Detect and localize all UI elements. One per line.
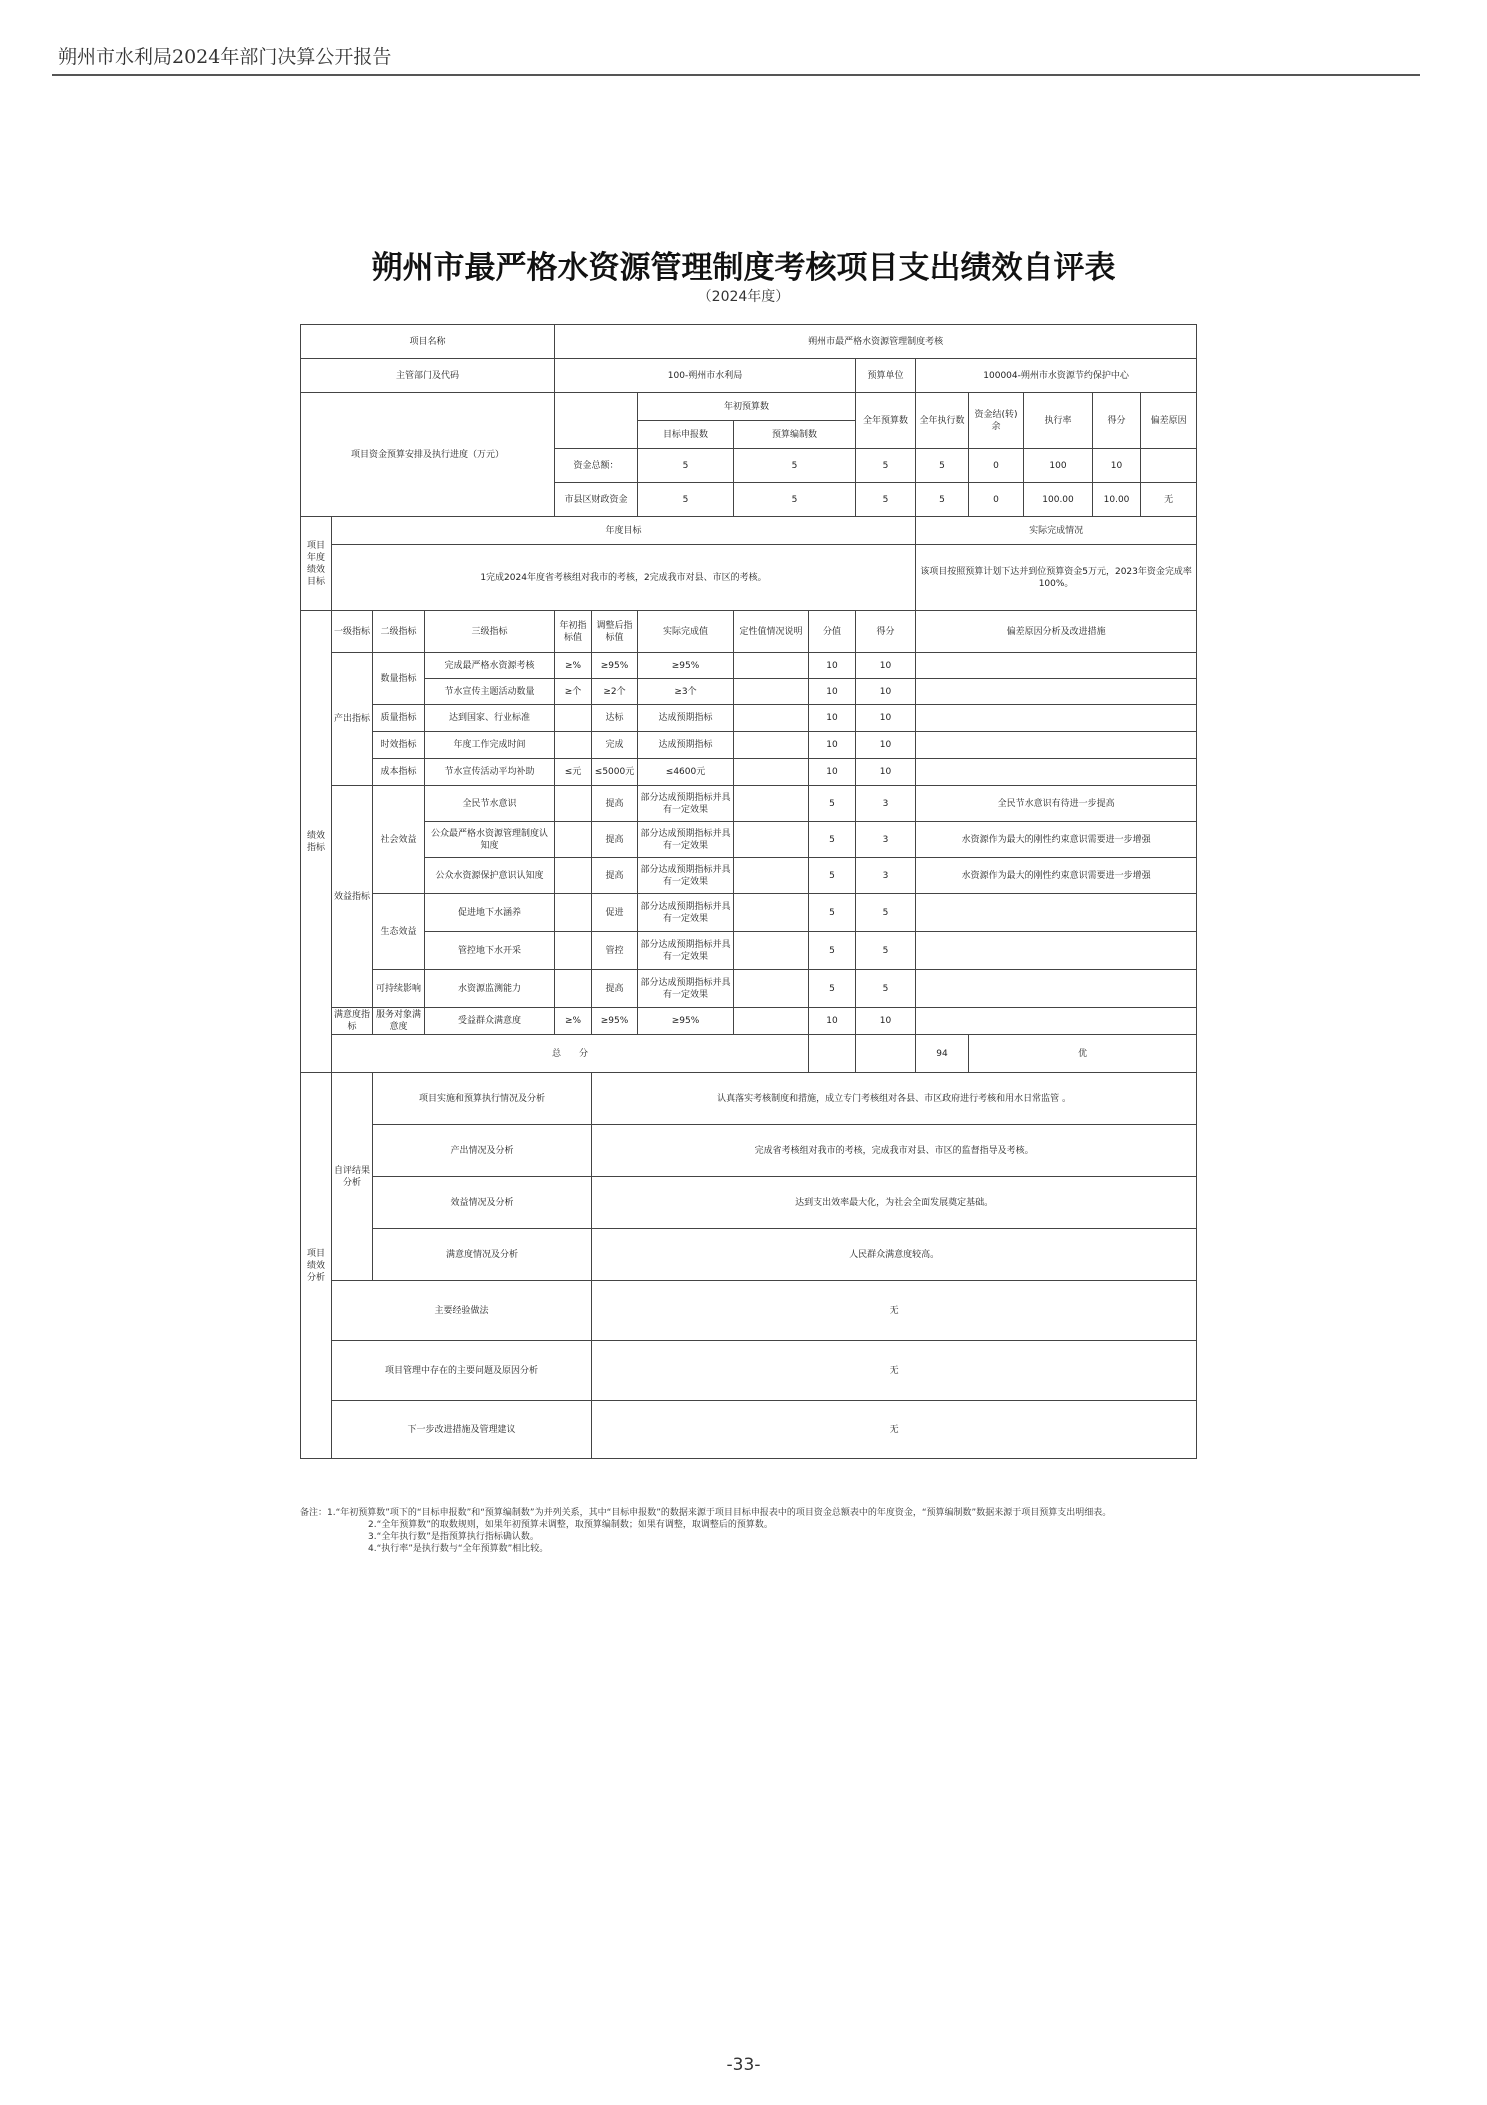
perf-cell: 3 [856,822,916,858]
perf-cell [916,732,1197,759]
perf-cell [555,858,592,894]
perf-cell [555,786,592,822]
perf-cell: 水资源作为最大的刚性约束意识需要进一步增强 [916,858,1197,894]
project-name-value: 朔州市最严格水资源管理制度考核 [555,325,1197,359]
sustain-label: 可持续影响 [373,970,425,1008]
analysis-item-text: 完成省考核组对我市的考核，完成我市对县、市区的监督指导及考核。 [592,1125,1197,1177]
page-subtitle: （2024年度） [697,289,790,305]
perf-cell: ≥% [555,653,592,679]
goal-label: 项目年度绩效目标 [301,517,332,611]
problem-label: 项目管理中存在的主要问题及原因分析 [332,1341,592,1401]
perf-level3: 公众水资源保护意识认知度 [425,858,555,894]
perf-cell [916,970,1197,1008]
perf-cell: ≥个 [555,679,592,705]
project-name-label: 项目名称 [301,325,555,359]
perf-cell: ≥3个 [638,679,734,705]
perf-level3: 公众最严格水资源管理制度认知度 [425,822,555,858]
funds-cell: 5 [734,483,856,517]
perf-cell: 10 [856,759,916,786]
perf-cell [916,759,1197,786]
perf-cell [555,932,592,970]
initial-value-header: 年初指标值 [555,611,592,653]
perf-cell: 10 [809,1008,856,1035]
perf-cell: 5 [809,786,856,822]
level2-header: 二级指标 [373,611,425,653]
perf-cell: ≤5000元 [592,759,638,786]
perf-cell: 5 [856,932,916,970]
footnotes [300,1507,1196,1555]
dept-value: 100-朔州市水利局 [555,359,856,393]
funds-cell: 100.00 [1024,483,1093,517]
perf-cell: 达成预期指标 [638,732,734,759]
perf-cell: 完成 [592,732,638,759]
goal-text: 1完成2024年度省考核组对我市的考核，2完成我市对县、市区的考核。 [332,545,916,611]
funds-cell: 100 [1024,449,1093,483]
perf-cell: 3 [856,786,916,822]
footnote: 备注：1.“年初预算数”项下的“目标申报数”和“预算编制数”为并列关系，其中“目标申报数”的数据来源于项目目标申报表中的项目资金总额表中的年度资金，“预算编制数”数据来源于项目预算支出明细表。 [300,1508,1112,1518]
perf-cell: ≥95% [638,1008,734,1035]
perf-cell: 10 [809,679,856,705]
perf-cell: 提高 [592,786,638,822]
perf-cell: 提高 [592,858,638,894]
perf-cell: 部分达成预期指标并具有一定效果 [638,786,734,822]
perf-cell: ≤4600元 [638,759,734,786]
timeliness-label: 时效指标 [373,732,425,759]
actual-value-header: 实际完成值 [638,611,734,653]
funds-local-label: 市县区财政资金 [555,483,638,517]
perf-cell: 5 [809,932,856,970]
total-grade: 优 [969,1035,1197,1073]
perf-cell [916,653,1197,679]
perf-level3: 受益群众满意度 [425,1008,555,1035]
perf-cell: 5 [809,822,856,858]
qualitative-header: 定性值情况说明 [734,611,809,653]
actual-header: 实际完成情况 [916,517,1197,545]
perf-cell: 部分达成预期指标并具有一定效果 [638,970,734,1008]
perf-cell [916,705,1197,732]
footnote: 2.“全年预算数”的取数规则，如果年初预算未调整，取预算编制数；如果有调整，取调整后的预算数。 [368,1520,773,1530]
perf-cell: 达成预期指标 [638,705,734,732]
funds-cell: 5 [856,483,916,517]
perf-score-header: 得分 [856,611,916,653]
perf-cell: ≥95% [592,1008,638,1035]
perf-cell: 部分达成预期指标并具有一定效果 [638,894,734,932]
perf-cell: 10 [809,653,856,679]
perf-cell: 部分达成预期指标并具有一定效果 [638,932,734,970]
footnote: 3.“全年执行数”是指预算执行指标确认数。 [368,1532,539,1542]
actual-text: 该项目按照预算计划下达并到位预算资金5万元，2023年资金完成率100%。 [916,545,1197,611]
next-step-text: 无 [592,1401,1197,1459]
perf-cell: 10 [856,653,916,679]
quantity-label: 数量指标 [373,653,425,705]
perf-cell: 5 [856,894,916,932]
perf-level3: 管控地下水开采 [425,932,555,970]
funds-cell: 0 [969,483,1024,517]
perf-cell [555,894,592,932]
analysis-item-label: 效益情况及分析 [373,1177,592,1229]
perf-cell: 水资源作为最大的刚性约束意识需要进一步增强 [916,822,1197,858]
perf-cell: 10 [856,679,916,705]
next-step-label: 下一步改进措施及管理建议 [332,1401,592,1459]
compiled-amount-header: 预算编制数 [734,421,856,449]
problem-text: 无 [592,1341,1197,1401]
perf-level3: 促进地下水涵养 [425,894,555,932]
analysis-item-label: 项目实施和预算执行情况及分析 [373,1073,592,1125]
page-header: 朔州市水利局2024年部门决算公开报告 [58,46,392,68]
perf-cell [916,1008,1197,1035]
perf-level3: 水资源监测能力 [425,970,555,1008]
score-header: 得分 [1093,393,1141,449]
goal-header: 年度目标 [332,517,916,545]
perf-cell: ≤元 [555,759,592,786]
footnote: 4.“执行率”是执行数与“全年预算数”相比较。 [368,1544,549,1554]
perf-label: 绩效指标 [301,611,332,1073]
output-label: 产出指标 [332,653,373,786]
funds-total-label: 资金总额： [555,449,638,483]
perf-cell: 10 [809,732,856,759]
benefit-label: 效益指标 [332,786,373,1008]
self-eval-label: 自评结果分析 [332,1073,373,1281]
total-label: 总 分 [332,1035,809,1073]
analysis-item-label: 满意度情况及分析 [373,1229,592,1281]
perf-level3: 节水宣传主题活动数量 [425,679,555,705]
funds-cell: 无 [1141,483,1197,517]
eco-benefit-label: 生态效益 [373,894,425,970]
level1-header: 一级指标 [332,611,373,653]
perf-level3: 节水宣传活动平均补助 [425,759,555,786]
analysis-label: 项目绩效分析 [301,1073,332,1459]
weight-header: 分值 [809,611,856,653]
balance-header: 资金结(转)余 [969,393,1024,449]
funds-cell: 5 [916,449,969,483]
perf-cell: 管控 [592,932,638,970]
experience-label: 主要经验做法 [332,1281,592,1341]
perf-cell: 促进 [592,894,638,932]
perf-cell [916,679,1197,705]
perf-cell: 10 [809,705,856,732]
exec-rate-header: 执行率 [1024,393,1093,449]
experience-text: 无 [592,1281,1197,1341]
funds-cell: 0 [969,449,1024,483]
perf-level3: 完成最严格水资源考核 [425,653,555,679]
perf-cell: 提高 [592,822,638,858]
social-benefit-label: 社会效益 [373,786,425,894]
level3-header: 三级指标 [425,611,555,653]
deviation-reason-header: 偏差原因 [1141,393,1197,449]
perf-cell [916,932,1197,970]
target-amount-header: 目标申报数 [638,421,734,449]
perf-cell: 3 [856,858,916,894]
perf-cell [916,894,1197,932]
perf-cell [555,822,592,858]
perf-reason-header: 偏差原因分析及改进措施 [916,611,1197,653]
unit-value: 100004-朔州市水资源节约保护中心 [916,359,1197,393]
analysis-item-text: 认真落实考核制度和措施，成立专门考核组对各县、市区政府进行考核和用水日常监管 。 [592,1073,1197,1125]
total-score: 94 [916,1035,969,1073]
funds-cell: 5 [638,449,734,483]
perf-cell: ≥95% [638,653,734,679]
perf-cell [555,732,592,759]
full-year-exec-header: 全年执行数 [916,393,969,449]
perf-cell: 5 [809,858,856,894]
funds-cell: 5 [856,449,916,483]
quality-label: 质量指标 [373,705,425,732]
page-title: 朔州市最严格水资源管理制度考核项目支出绩效自评表 [371,250,1116,286]
service-label: 服务对象满意度 [373,1008,425,1035]
funds-cell: 10 [1093,449,1141,483]
analysis-item-text: 达到支出效率最大化，为社会全面发展奠定基础。 [592,1177,1197,1229]
perf-level3: 达到国家、行业标准 [425,705,555,732]
perf-cell: 部分达成预期指标并具有一定效果 [638,858,734,894]
perf-cell: ≥2个 [592,679,638,705]
perf-cell: ≥95% [592,653,638,679]
funds-label: 项目资金预算安排及执行进度（万元） [301,393,555,517]
perf-cell: 全民节水意识有待进一步提高 [916,786,1197,822]
perf-cell: 达标 [592,705,638,732]
page-number: -33- [726,2055,761,2075]
perf-cell: 部分达成预期指标并具有一定效果 [638,822,734,858]
cost-label: 成本指标 [373,759,425,786]
funds-cell: 5 [916,483,969,517]
perf-cell: 10 [856,732,916,759]
funds-cell: 10.00 [1093,483,1141,517]
perf-cell: 10 [809,759,856,786]
perf-cell [555,970,592,1008]
funds-cell [1141,449,1197,483]
dept-label: 主管部门及代码 [301,359,555,393]
satisfaction-label: 满意度指标 [332,1008,373,1035]
perf-cell: 10 [856,1008,916,1035]
analysis-item-label: 产出情况及分析 [373,1125,592,1177]
perf-level3: 全民节水意识 [425,786,555,822]
perf-cell [555,705,592,732]
perf-cell: 提高 [592,970,638,1008]
adjusted-value-header: 调整后指标值 [592,611,638,653]
perf-cell: 5 [809,970,856,1008]
perf-cell: 5 [856,970,916,1008]
unit-label: 预算单位 [856,359,916,393]
funds-cell: 5 [638,483,734,517]
analysis-item-text: 人民群众满意度较高。 [592,1229,1197,1281]
perf-level3: 年度工作完成时间 [425,732,555,759]
funds-cell: 5 [734,449,856,483]
perf-cell: ≥% [555,1008,592,1035]
perf-cell: 10 [856,705,916,732]
perf-cell: 5 [809,894,856,932]
header-divider [52,74,1420,76]
full-year-budget-header: 全年预算数 [856,393,916,449]
initial-budget-header: 年初预算数 [638,393,856,421]
performance-table [300,324,1197,1459]
